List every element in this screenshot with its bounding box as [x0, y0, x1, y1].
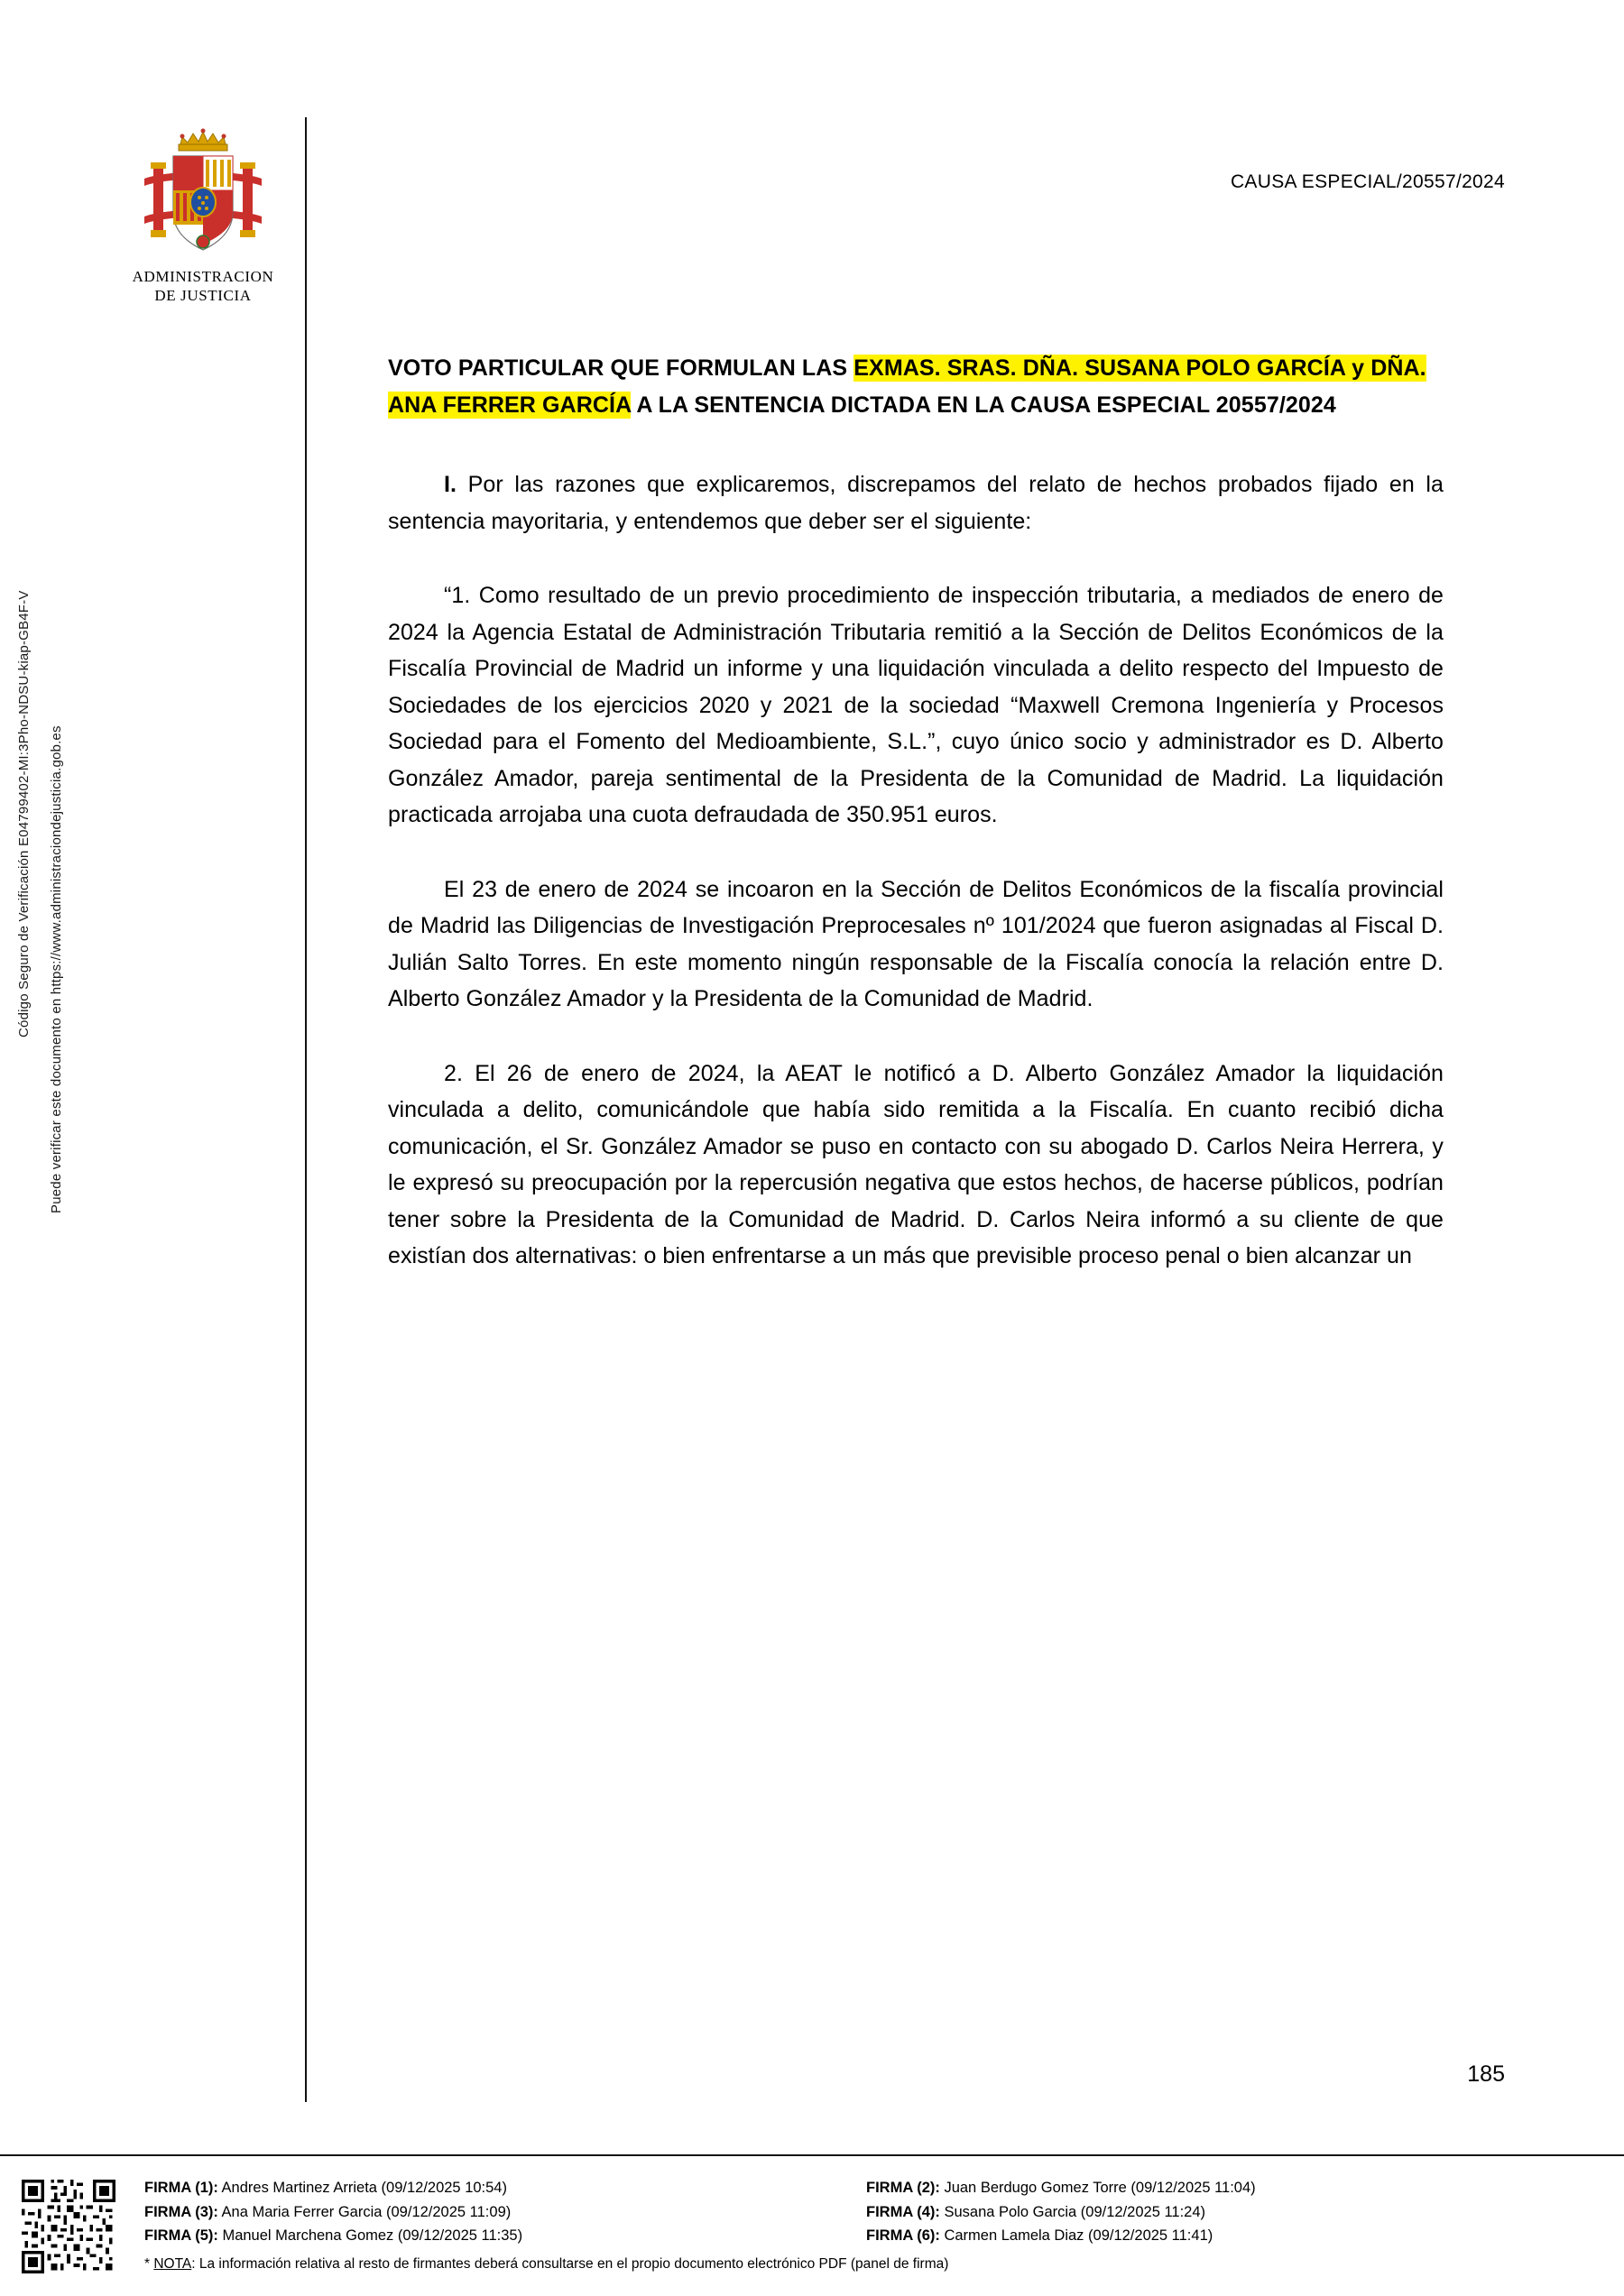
footer-note-text: : La información relativa al resto de firmantes deberá consultarse en el propio documento electrónico PDF (panel de firma): [191, 2256, 949, 2273]
signature-6: [866, 2224, 1588, 2248]
signature-5-value: Manuel Marchena Gomez (09/12/2025 11:35): [217, 2227, 523, 2245]
signature-row: [144, 2200, 1588, 2225]
footer-note-prefix: *: [144, 2256, 154, 2273]
crest-caption-line-2: DE JUSTICIA: [154, 287, 252, 305]
verification-code-text: Código Seguro de Verificación E04799402-MI:3Pho-NDSU-kiap-GB4F-V: [16, 590, 32, 1037]
signature-2-label: FIRMA (2):: [866, 2180, 940, 2196]
paragraph-3-text: El 23 de enero de 2024 se incoaron en la Sección de Delitos Económicos de la fiscalía provincial de Madrid las Diligencias de Investigación Preprocesales nº 101/2024 que fueron asignadas al Fiscal D. Julián Salto Torres. En este momento ningún responsable de la Fiscalía conocía la relación entre D. Alberto González Amador y la Presidenta de la Comunidad de Madrid.: [388, 876, 1444, 1011]
crest-caption: [108, 267, 298, 306]
signature-5-label: FIRMA (5):: [144, 2227, 218, 2245]
verification-strip: [0, 0, 162, 2183]
signature-1-label: FIRMA (1):: [144, 2180, 218, 2196]
signature-3-label: FIRMA (3):: [144, 2203, 218, 2220]
paragraph-1-lead: I.: [444, 472, 457, 497]
footer-note: [144, 2253, 1588, 2275]
document-title: [388, 350, 1444, 423]
document-body: [388, 350, 1444, 1313]
signature-5: [144, 2224, 866, 2248]
document-title-part-2: A LA SENTENCIA DICTADA EN LA CAUSA ESPECIAL 20557/2024: [631, 392, 1336, 418]
page-number: 185: [1467, 2061, 1505, 2087]
verification-url-text: Puede verificar este documento en https://www.administraciondejusticia.gob.es: [49, 725, 64, 1213]
footer-divider: [0, 2154, 1624, 2156]
qr-code-icon: [22, 2180, 115, 2273]
spain-coat-of-arms-icon: [126, 126, 280, 262]
signature-4: [866, 2200, 1588, 2225]
signature-3-value: Ana Maria Ferrer Garcia (09/12/2025 11:09): [217, 2203, 512, 2220]
signature-block: [144, 2176, 1588, 2275]
signature-1-value: Andres Martinez Arrieta (09/12/2025 10:54): [217, 2180, 507, 2196]
crest-caption-line-1: ADMINISTRACION: [132, 268, 274, 285]
paragraph-3: [388, 871, 1444, 1018]
paragraph-4-text: 2. El 26 de enero de 2024, la AEAT le notificó a D. Alberto González Amador la liquidación vinculada a delito, comunicándole que había sido remitida a la Fiscalía. En cuanto recibió dicha comunicación, el Sr. González Amador se puso en contacto con su abogado D. Carlos Neira Herrera, y le expresó su preocupación por la repercusión negativa que estos hechos, de hacerse públicos, podrían tener sobre la Presidenta de la Comunidad de Madrid. D. Carlos Neira informó a su cliente de que existían dos alternativas: o bien enfrentarse a un más que previsible proceso penal o bien alcanzar un: [388, 1060, 1444, 1268]
signature-2-value: Juan Berdugo Gomez Torre (09/12/2025 11:04): [939, 2180, 1256, 2196]
document-title-highlight: EXMAS. SRAS. DÑA. SUSANA POLO GARCÍA y DÑA. ANA FERRER GARCÍA: [388, 355, 1426, 418]
signature-row: [144, 2224, 1588, 2248]
signature-2: [866, 2176, 1588, 2200]
paragraph-1-text: Por las razones que explicaremos, discrepamos del relato de hechos probados fijado en la sentencia mayoritaria, y entendemos que deber ser el siguiente:: [388, 472, 1444, 534]
footer-note-underline: NOTA: [153, 2256, 192, 2273]
paragraph-2-text: “1. Como resultado de un previo procedimiento de inspección tributaria, a mediados de enero de 2024 la Agencia Estatal de Administración Tributaria remitió a la Sección de Delitos Económicos de la Fiscalía Provincial de Madrid un informe y una liquidación vinculada a delito respecto del Impuesto de Sociedades de los ejercicios 2020 y 2021 de la sociedad “Maxwell Cremona Ingeniería y Procesos Sociedad para el Fomento del Medioambiente, S.L.”, cuyo único socio y administrador es D. Alberto González Amador, pareja sentimental de la Presidenta de la Comunidad de Madrid. La liquidación practicada arrojaba una cuota defraudada de 350.951 euros.: [388, 583, 1444, 827]
signature-1: [144, 2176, 866, 2200]
coat-of-arms-block: [108, 126, 298, 306]
signature-4-value: Susana Polo Garcia (09/12/2025 11:24): [939, 2203, 1206, 2220]
vertical-divider: [305, 117, 307, 2102]
paragraph-4: [388, 1056, 1444, 1275]
signature-6-label: FIRMA (6):: [866, 2227, 940, 2245]
case-reference: CAUSA ESPECIAL/20557/2024: [1230, 171, 1505, 192]
signature-row: [144, 2176, 1588, 2200]
paragraph-2: [388, 577, 1444, 834]
signature-3: [144, 2200, 866, 2225]
document-title-part-1: VOTO PARTICULAR QUE FORMULAN LAS: [388, 355, 854, 381]
signature-4-label: FIRMA (4):: [866, 2203, 940, 2220]
paragraph-1: [388, 466, 1444, 539]
signature-6-value: Carmen Lamela Diaz (09/12/2025 11:41): [939, 2227, 1213, 2245]
